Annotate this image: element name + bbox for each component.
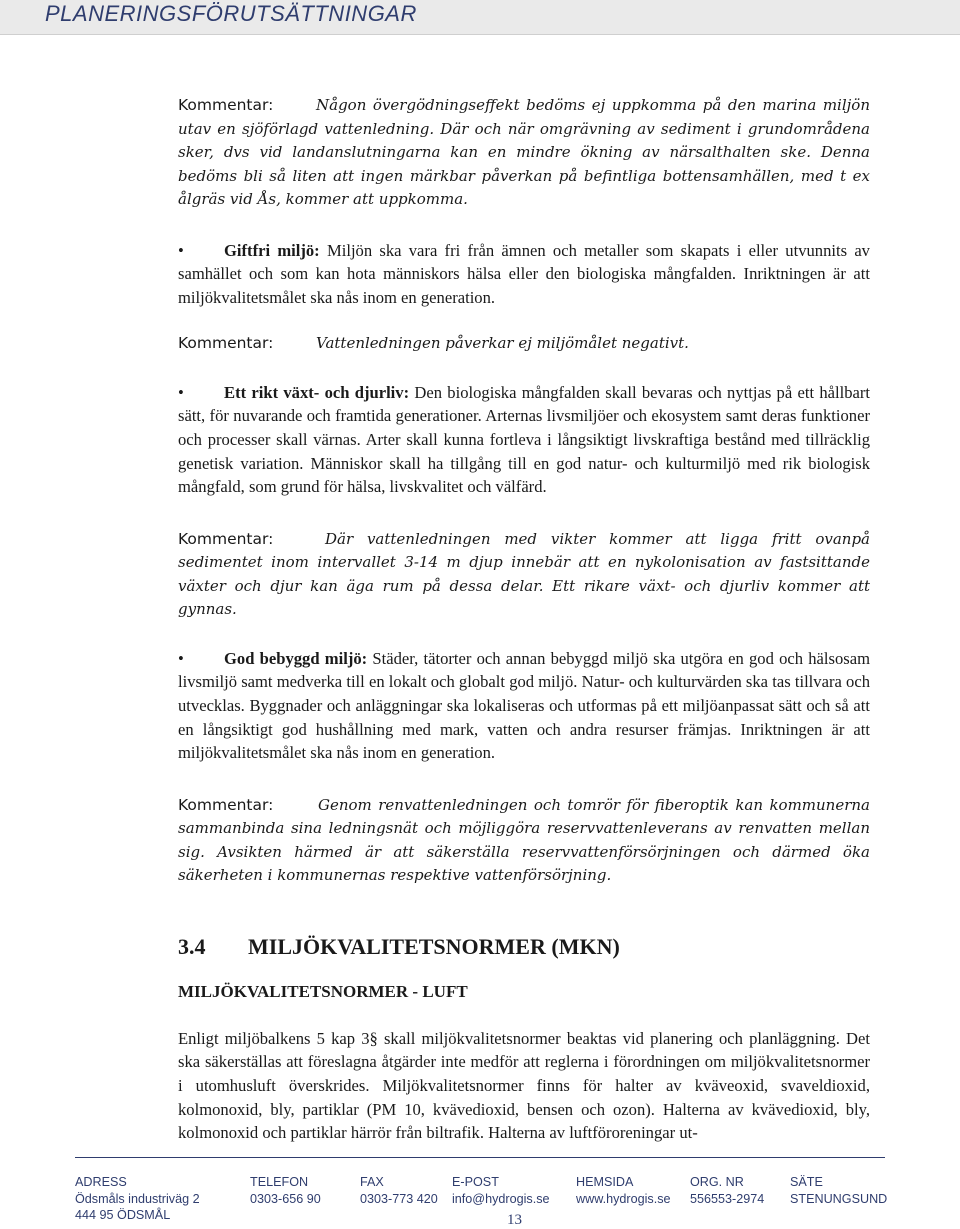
footer-fax-label: FAX: [360, 1175, 384, 1189]
comment-text: Där vattenledningen med vikter kommer att ligga fritt ovanpå sedimentet inom intervallet 3-14 m djup innebär att en nykolonisation av fastsittande växter och djur kan äga rum på dessa delar. Ett rikare växt- och djurliv kommer att gynnas.: [178, 529, 870, 619]
footer-org-label: ORG. NR: [690, 1175, 744, 1189]
section-title: MILJÖKVALITETSNORMER (MKN): [248, 933, 620, 959]
goal-title: God bebyggd miljö:: [224, 648, 368, 668]
goal-title: Ett rikt växt- och djurliv:: [224, 382, 410, 402]
goal-giftfri-miljo: [178, 239, 870, 310]
footer-website-label: HEMSIDA: [576, 1175, 634, 1189]
comment-label: Kommentar:: [178, 529, 274, 548]
goal-text: Städer, tätorter och annan bebyggd miljö ska utgöra en god och hälsosam livsmiljö samt medverka till en lokalt och globalt god miljö. Natur- och kulturvärden ska tas tillvara och utvecklas. Byggnader och anläggningar ska lokaliseras och utformas på ett miljöanpassat sätt och så att en långsiktigt god hushållning med mark, vatten och andra resurser främjas. Inriktningen är att miljökvalitetsmålet ska nås inom en generation.: [178, 648, 870, 763]
final-paragraph: Enligt miljöbalkens 5 kap 3§ skall miljökvalitetsnormer beaktas vid planering och planläggning. Det ska säkerställas att föreslagna åtgärder inte medför att reglerna i förordningen om miljökvalitetsnormer i utomhusluft överskrides. Miljökvalitetsnormer finns för halter av kväveoxid, svaveldioxid, kolmonoxid, bly, partiklar (PM 10, kvävedioxid, bensen och ozon). Halterna av kvävedioxid, bly, kolmonoxid och partiklar härrör från biltrafik. Halterna av luftföroreningar ut-: [178, 1028, 870, 1143]
bullet: •: [178, 382, 184, 402]
section-heading: [178, 934, 870, 960]
goal-rikt-vaxt-och-djurliv: [178, 381, 870, 499]
bullet: •: [178, 648, 184, 668]
footer-divider: [75, 1157, 885, 1158]
footer-email[interactable]: info@hydrogis.se: [452, 1192, 550, 1206]
comment-3: [178, 528, 870, 622]
comment-2: [178, 332, 870, 356]
footer-phone: 0303-656 90: [250, 1192, 321, 1206]
footer-address-line2: 444 95 ÖDSMÅL: [75, 1208, 171, 1222]
page-number: 13: [507, 1212, 522, 1228]
comment-4: [178, 794, 870, 888]
footer-phone-label: TELEFON: [250, 1175, 309, 1189]
subsection-title: MILJÖKVALITETSNORMER - LUFT: [178, 981, 468, 1001]
comment-label: Kommentar:: [178, 795, 274, 814]
page-content: [178, 94, 870, 1145]
comment-text: Genom renvattenledningen och tomrör för fiberoptik kan kommunerna sammanbinda sina ledningsnät och möjliggöra reservvattenleverans av renvatten mellan sig. Avsikten härmed är att säkerställa reservvattenförsörjningen och därmed öka säkerheten i kommunernas respektive vattenförsörjning.: [178, 795, 870, 885]
page-header: [0, 0, 960, 35]
footer-fax: 0303-773 420: [360, 1192, 438, 1206]
footer-org: 556553-2974: [690, 1192, 765, 1206]
comment-1: [178, 94, 870, 212]
footer-seat: STENUNGSUND: [790, 1192, 888, 1206]
footer-email-label: E-POST: [452, 1175, 499, 1189]
footer-website[interactable]: www.hydrogis.se: [576, 1192, 671, 1206]
bullet: •: [178, 240, 184, 260]
comment-label: Kommentar:: [178, 96, 274, 114]
goal-god-bebyggd-miljo: [178, 647, 870, 765]
goal-text: Den biologiska mångfalden skall bevaras och nyttjas på ett hållbart sätt, för nuvarande och framtida generationer. Arternas livsmiljöer och ekosystem samt deras funktioner och processer skall värnas. Arter skall kunna fortleva i långsiktigt livskraftiga bestånd med tillräcklig genetisk variation. Människor skall ha tillgång till en god natur- och kulturmiljö med rik biologisk mångfald, som grund för hälsa, livskvalitet och välfärd.: [178, 382, 870, 497]
footer-address-label: ADRESS: [75, 1175, 127, 1189]
footer-seat-label: SÄTE: [790, 1175, 823, 1189]
footer-address-line1: Ödsmåls industriväg 2: [75, 1192, 200, 1206]
comment-label: Kommentar:: [178, 334, 274, 353]
comment-text: Vattenledningen påverkar ej miljömålet negativt.: [316, 334, 689, 353]
goal-text: Miljön ska vara fri från ämnen och metaller som skapats i eller utvunnits av samhället och som kan hota människors hälsa eller den biologiska mångfalden. Inriktningen är att miljökvalitetsmålet ska nås inom en generation.: [178, 240, 870, 307]
header-title: PLANERINGSFÖRUTSÄTTNINGAR: [45, 1, 417, 26]
goal-title: Giftfri miljö:: [224, 240, 320, 260]
section-number: 3.4: [178, 933, 206, 959]
comment-text: Någon övergödningseffekt bedöms ej uppkomma på den marina miljön utav en sjöförlagd vattenledning. Där och när omgrävning av sediment i grundområdena sker, dvs vid landanslutningarna kan en mindre ökning av närsalthalten ske. Denna bedöms bli så liten att ingen märkbar påverkan på befintliga bottensamhällen, med t ex ålgräs vid Ås, kommer att uppkomma.: [178, 96, 870, 208]
